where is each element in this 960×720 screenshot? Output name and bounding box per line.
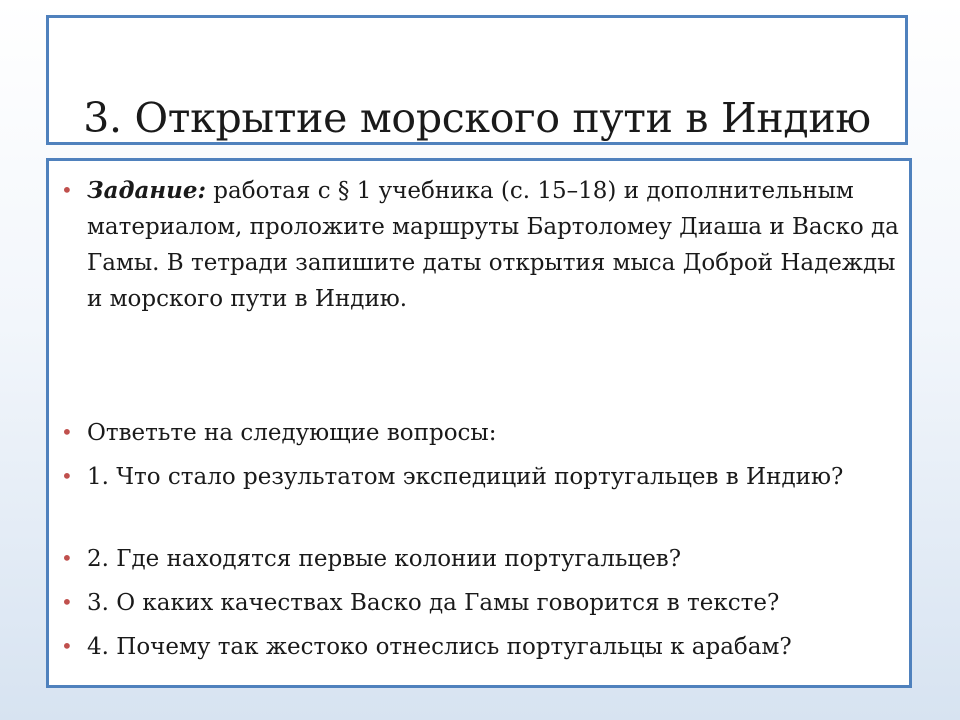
questions-intro: Ответьте на следующие вопросы: <box>87 420 497 446</box>
question-text: 2. Где находятся первые колонии португальцев? <box>87 546 682 572</box>
questions-intro-item <box>61 415 907 451</box>
task-text: работая с § 1 учебника (с. 15–18) и дополнительным материалом, проложите маршруты Бартоломеу Диаша и Васко да Гамы. В тетради запишите даты открытия мыса Доброй Надежды и морского пути в Индию. <box>87 178 899 312</box>
task-label: Задание: <box>87 177 206 204</box>
question-text: 4. Почему так жестоко отнеслись португальцы к арабам? <box>87 634 792 660</box>
content-placeholder <box>46 158 912 688</box>
slide-title: 3. Открытие морского пути в Индию <box>83 94 871 142</box>
title-placeholder <box>46 15 908 145</box>
bullet-icon: • <box>61 420 73 444</box>
bullet-icon: • <box>61 178 73 202</box>
bullet-icon: • <box>61 546 73 570</box>
question-text: 1. Что стало результатом экспедиций португальцев в Индию? <box>87 464 844 490</box>
question-item <box>61 541 907 577</box>
question-item <box>61 629 907 665</box>
question-item <box>61 585 907 621</box>
task-item <box>61 173 907 317</box>
bullet-icon: • <box>61 590 73 614</box>
question-item <box>61 459 907 495</box>
bullet-icon: • <box>61 634 73 658</box>
bullet-icon: • <box>61 464 73 488</box>
question-text: 3. О каких качествах Васко да Гамы говорится в тексте? <box>87 590 780 616</box>
